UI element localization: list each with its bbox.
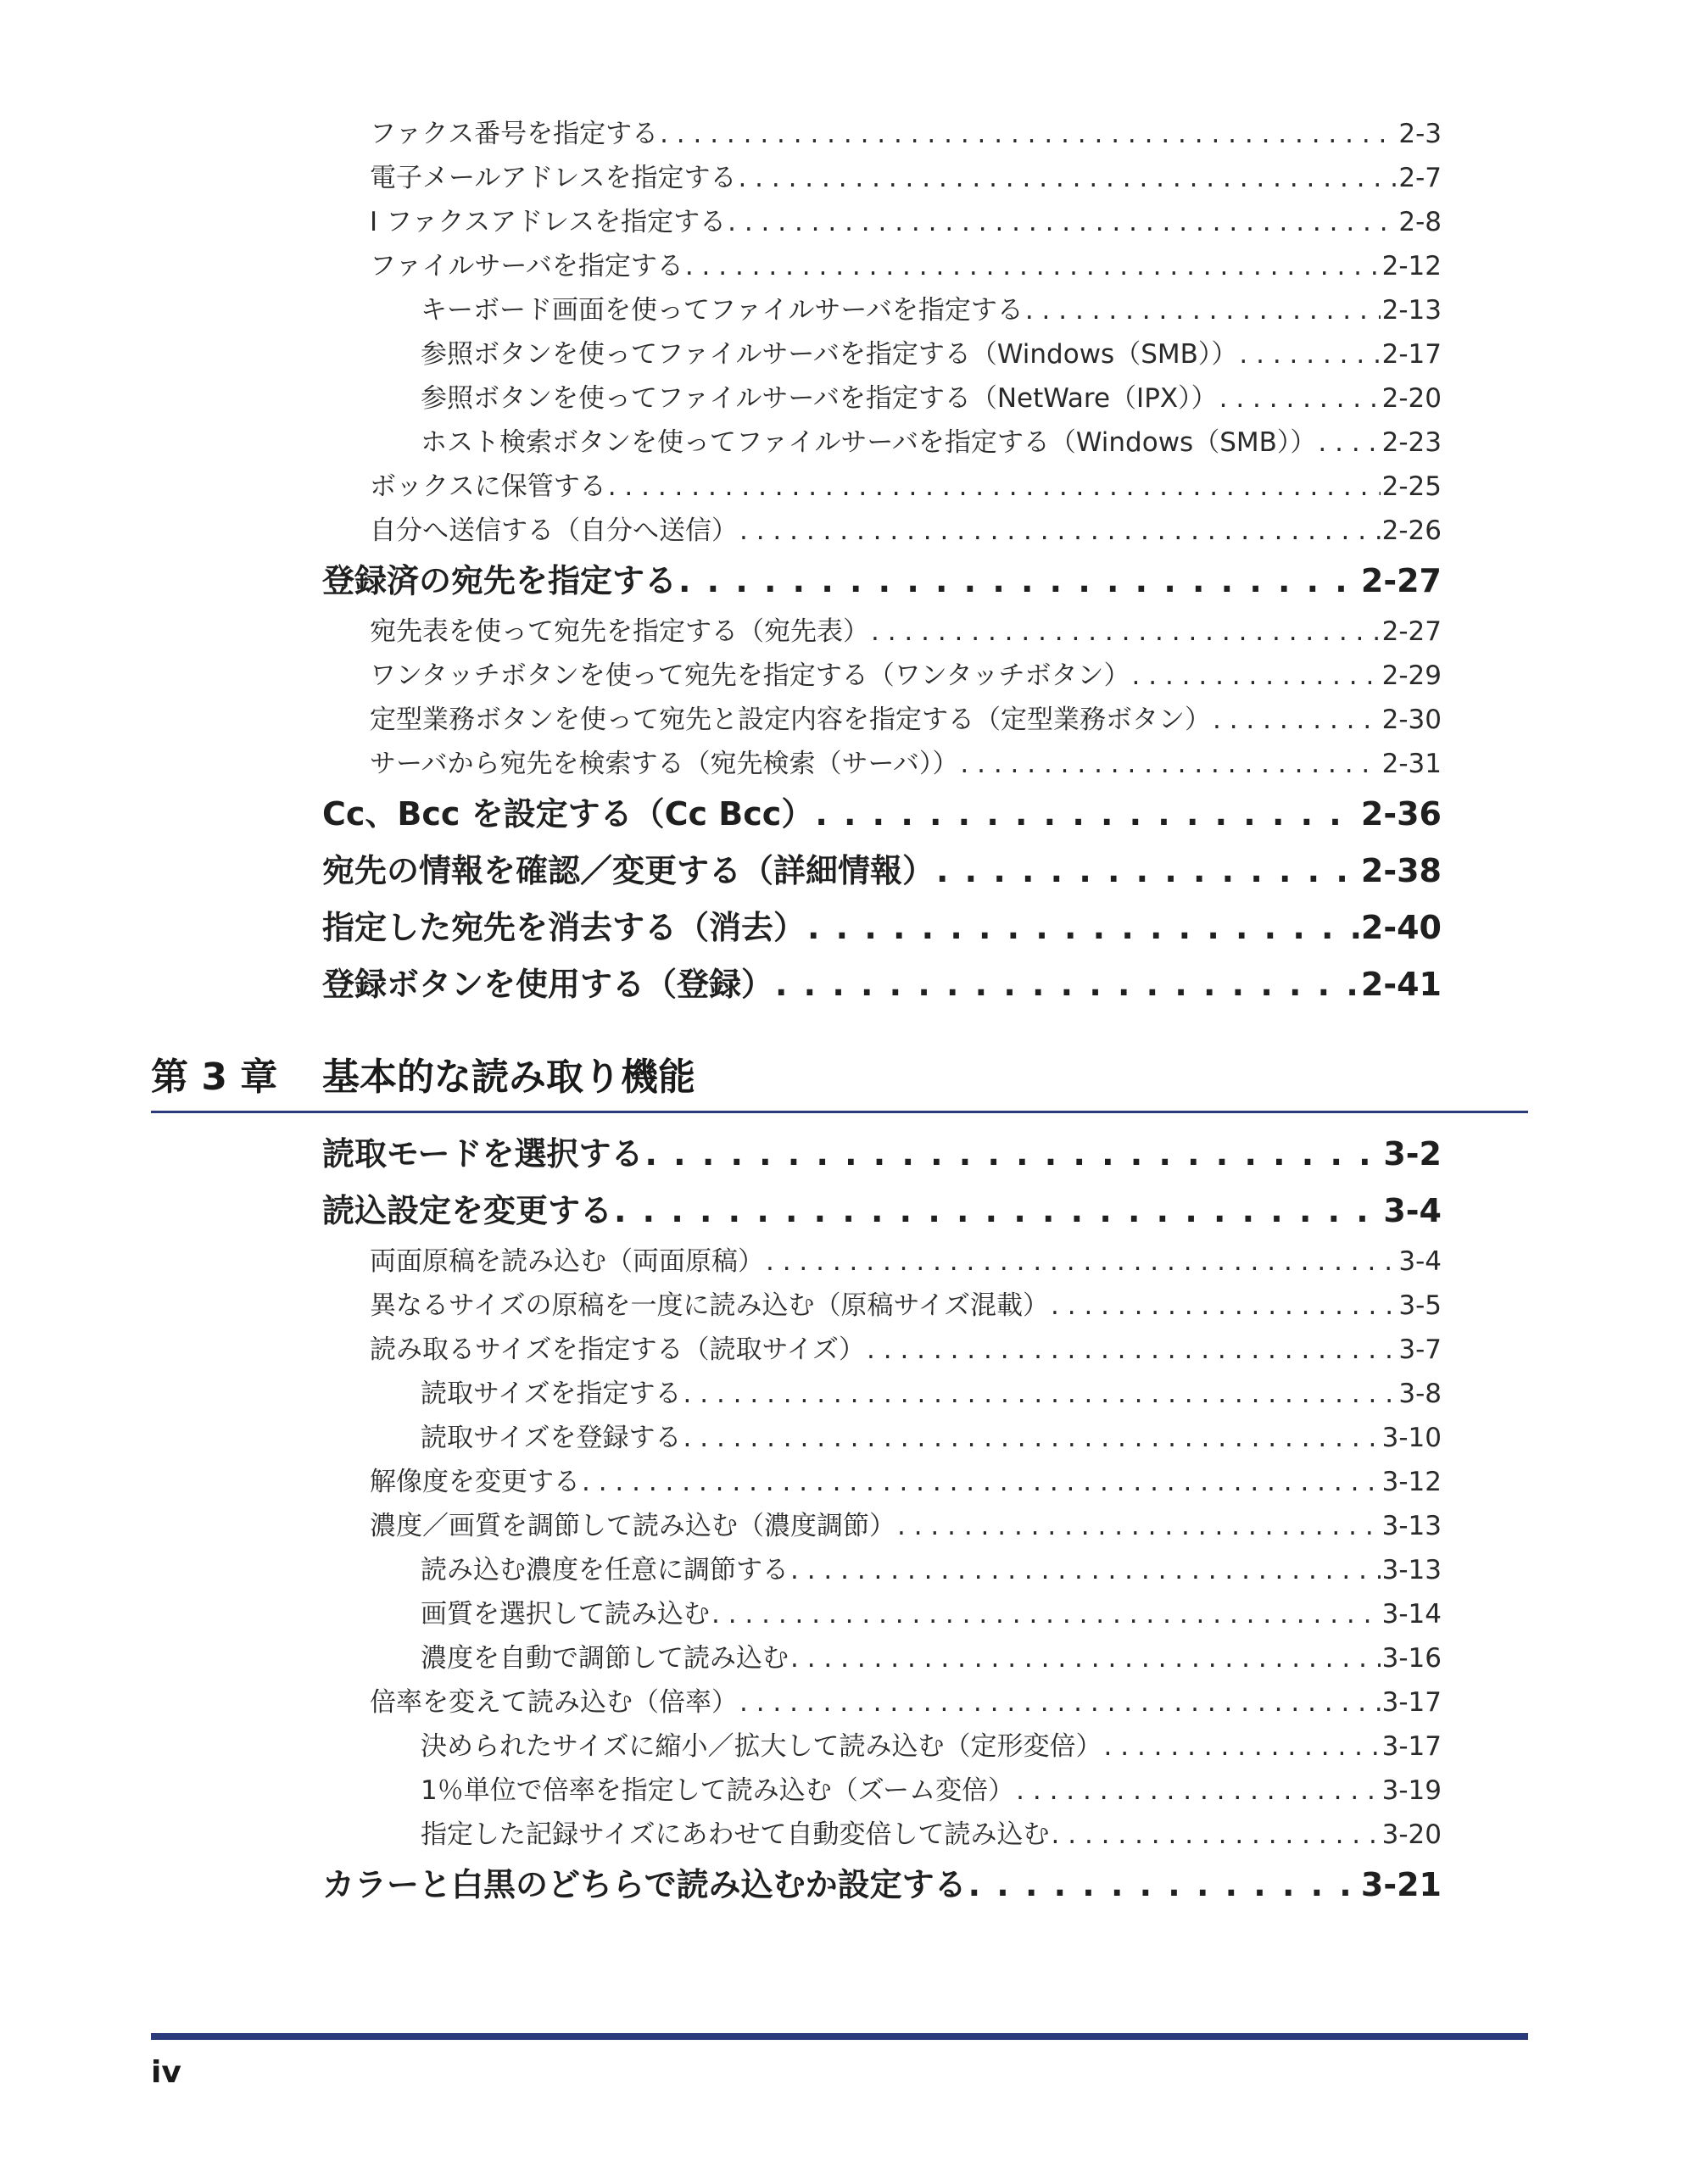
toc-entry-page: 2-3: [1398, 119, 1442, 149]
toc-entry[interactable]: [322, 376, 1442, 421]
toc-entry-page: 2-8: [1398, 207, 1442, 237]
toc-section-chapter-2: [322, 112, 1442, 1013]
toc-entry-title: 宛先表を使って宛先を指定する（宛先表）: [370, 616, 869, 647]
toc-section-entry[interactable]: [322, 900, 1442, 956]
toc-entry-page: 2-30: [1381, 705, 1442, 735]
toc-entry-title: 読み込む濃度を任意に調節する: [421, 1555, 789, 1585]
toc-entry[interactable]: [322, 1680, 1442, 1724]
toc-entry-title: 電子メールアドレスを指定する: [370, 163, 737, 193]
toc-entry-title: 宛先の情報を確認／変更する（詳細情報）: [322, 852, 935, 889]
toc-entry-title: 倍率を変えて読み込む（倍率）: [370, 1687, 738, 1718]
toc-entry-page: 3-20: [1381, 1819, 1442, 1850]
toc-entry-title: 読取モードを選択する: [322, 1135, 644, 1173]
toc-entry-title: ホスト検索ボタンを使ってファイルサーバを指定する（Windows（SMB））: [421, 427, 1317, 458]
chapter-heading: [151, 1048, 1528, 1107]
toc-entry-title: カラーと白黒のどちらで読み込むか設定する: [322, 1866, 967, 1903]
toc-entry[interactable]: [322, 1284, 1442, 1328]
toc-entry[interactable]: [322, 465, 1442, 509]
toc-entry-page: 2-27: [1360, 562, 1442, 599]
toc-entry[interactable]: [322, 1636, 1442, 1680]
dot-leader: [660, 112, 1397, 156]
toc-section-entry[interactable]: [322, 956, 1442, 1013]
toc-entry-title: 1％単位で倍率を指定して読み込む（ズーム変倍）: [421, 1775, 1015, 1806]
toc-entry[interactable]: [322, 1504, 1442, 1548]
toc-section-entry[interactable]: [322, 1857, 1442, 1914]
dot-leader: [775, 956, 1359, 1013]
toc-section-entry[interactable]: [322, 1126, 1442, 1183]
dot-leader: [644, 1126, 1381, 1183]
dot-leader: [1239, 332, 1380, 376]
toc-entry-page: 3-13: [1381, 1511, 1442, 1541]
toc-entry[interactable]: [322, 1813, 1442, 1857]
page-number: iv: [151, 2055, 181, 2090]
toc-entry[interactable]: [322, 1724, 1442, 1769]
dot-leader: [1219, 376, 1381, 421]
toc-entry-title: 画質を選択して読み込む: [421, 1599, 710, 1630]
toc-entry[interactable]: [322, 421, 1442, 465]
dot-leader: [1051, 1284, 1397, 1328]
dot-leader: [685, 244, 1381, 288]
toc-entry-title: 参照ボタンを使ってファイルサーバを指定する（NetWare（IPX））: [421, 383, 1218, 414]
toc-entry[interactable]: [322, 156, 1442, 200]
dot-leader: [683, 1416, 1381, 1460]
toc-entry-page: 3-19: [1381, 1775, 1442, 1806]
toc-entry-title: 読取サイズを登録する: [421, 1423, 682, 1453]
chapter-title: 基本的な読み取り機能: [322, 1056, 695, 1099]
toc-entry[interactable]: [322, 244, 1442, 288]
toc-entry-page: 2-41: [1360, 966, 1442, 1003]
toc-entry-page: 3-10: [1381, 1423, 1442, 1453]
toc-entry-page: 2-12: [1381, 251, 1442, 281]
toc-entry[interactable]: [322, 1372, 1442, 1416]
toc-entry-page: 2-7: [1398, 163, 1442, 193]
dot-leader: [738, 156, 1397, 200]
toc-entry[interactable]: [322, 509, 1442, 553]
dot-leader: [1016, 1769, 1380, 1813]
dot-leader: [1025, 288, 1381, 332]
dot-leader: [739, 1680, 1381, 1724]
toc-entry-title: 解像度を変更する: [370, 1467, 580, 1497]
toc-entry-page: 2-38: [1360, 852, 1442, 889]
toc-entry-page: 2-23: [1381, 427, 1442, 458]
toc-entry-title: サーバから宛先を検索する（宛先検索（サーバ））: [370, 749, 959, 779]
toc-entry[interactable]: [322, 112, 1442, 156]
dot-leader: [790, 1548, 1381, 1592]
dot-leader: [1318, 421, 1380, 465]
toc-entry[interactable]: [322, 742, 1442, 786]
toc-entry-title: 登録ボタンを使用する（登録）: [322, 966, 774, 1003]
toc-entry[interactable]: [322, 654, 1442, 698]
toc-entry-title: 読み取るサイズを指定する（読取サイズ）: [370, 1334, 866, 1365]
toc-entry-title: Cc、Bcc を設定する（Cc Bcc）: [322, 795, 814, 833]
toc-entry-page: 2-13: [1381, 295, 1442, 326]
dot-leader: [614, 1183, 1381, 1240]
toc-entry[interactable]: [322, 1548, 1442, 1592]
toc-entry-page: 3-13: [1381, 1555, 1442, 1585]
toc-entry-page: 2-27: [1381, 616, 1442, 647]
toc-entry-page: 3-17: [1381, 1731, 1442, 1762]
toc-entry-title: ファイルサーバを指定する: [370, 251, 683, 281]
dot-leader: [683, 1372, 1398, 1416]
dot-leader: [1052, 1813, 1381, 1857]
toc-entry-title: 指定した記録サイズにあわせて自動変倍して読み込む: [421, 1819, 1050, 1850]
toc-entry-title: ワンタッチボタンを使って宛先を指定する（ワンタッチボタン）: [370, 660, 1130, 691]
toc-entry-title: 両面原稿を読み込む（両面原稿）: [370, 1246, 764, 1277]
toc-entry[interactable]: [322, 610, 1442, 654]
toc-entry-page: 3-5: [1398, 1290, 1442, 1321]
toc-entry[interactable]: [322, 332, 1442, 376]
toc-entry-title: 濃度／画質を調節して読み込む（濃度調節）: [370, 1511, 895, 1541]
toc-entry-title: 濃度を自動で調節して読み込む: [421, 1643, 789, 1674]
toc-section-chapter-3: [322, 1126, 1442, 1914]
toc-entry-page: 3-14: [1381, 1599, 1442, 1630]
toc-entry[interactable]: [322, 1240, 1442, 1284]
toc-entry[interactable]: [322, 200, 1442, 244]
dot-leader: [1104, 1724, 1381, 1769]
toc-entry-title: 読取サイズを指定する: [421, 1379, 682, 1409]
toc-entry[interactable]: [322, 698, 1442, 742]
dot-leader: [897, 1504, 1381, 1548]
toc-entry-page: 2-29: [1381, 660, 1442, 691]
toc-entry[interactable]: [322, 1460, 1442, 1504]
dot-leader: [936, 843, 1359, 900]
toc-entry-page: 2-25: [1381, 471, 1442, 502]
toc-section-entry[interactable]: [322, 786, 1442, 843]
dot-leader: [608, 465, 1381, 509]
toc-entry-page: 3-12: [1381, 1467, 1442, 1497]
dot-leader: [960, 742, 1380, 786]
toc-entry-page: 3-4: [1383, 1192, 1442, 1229]
toc-entry-title: 決められたサイズに縮小／拡大して読み込む（定形変倍）: [421, 1731, 1102, 1762]
footer-divider: [151, 2033, 1528, 2040]
toc-entry-title: 異なるサイズの原稿を一度に読み込む（原稿サイズ混載）: [370, 1290, 1050, 1321]
dot-leader: [968, 1857, 1359, 1914]
toc-entry-title: 指定した宛先を消去する（消去）: [322, 909, 806, 946]
toc-section-entry[interactable]: [322, 843, 1442, 900]
dot-leader: [815, 786, 1359, 843]
toc-entry-page: 2-20: [1381, 383, 1442, 414]
toc-section-entry[interactable]: [322, 1183, 1442, 1240]
toc-entry-title: I ファクスアドレスを指定する: [370, 207, 727, 237]
toc-entry-page: 2-36: [1360, 795, 1442, 833]
toc-entry-title: 登録済の宛先を指定する: [322, 562, 678, 599]
dot-leader: [728, 200, 1397, 244]
toc-entry[interactable]: [322, 1592, 1442, 1636]
toc-entry-page: 3-16: [1381, 1643, 1442, 1674]
dot-leader: [871, 610, 1381, 654]
dot-leader: [766, 1240, 1397, 1284]
toc-entry[interactable]: [322, 288, 1442, 332]
toc-entry-page: 3-2: [1383, 1135, 1442, 1173]
toc-entry-page: 3-8: [1398, 1379, 1442, 1409]
dot-leader: [711, 1592, 1381, 1636]
dot-leader: [582, 1460, 1381, 1504]
toc-section-entry[interactable]: [322, 553, 1442, 610]
dot-leader: [790, 1636, 1381, 1680]
dot-leader: [678, 553, 1359, 610]
toc-entry-title: 読込設定を変更する: [322, 1192, 613, 1229]
toc-entry-page: 3-21: [1360, 1866, 1442, 1903]
toc-entry[interactable]: [322, 1328, 1442, 1372]
toc-entry-title: ファクス番号を指定する: [370, 119, 659, 149]
toc-entry-page: 3-17: [1381, 1687, 1442, 1718]
toc-entry-page: 3-7: [1398, 1334, 1442, 1365]
toc-entry-page: 2-31: [1381, 749, 1442, 779]
toc-entry-page: 2-40: [1360, 909, 1442, 946]
dot-leader: [739, 509, 1381, 553]
toc-entry-title: 定型業務ボタンを使って宛先と設定内容を指定する（定型業務ボタン）: [370, 705, 1211, 735]
dot-leader: [867, 1328, 1397, 1372]
toc-entry-title: 参照ボタンを使ってファイルサーバを指定する（Windows（SMB））: [421, 339, 1238, 370]
toc-entry-page: 3-4: [1398, 1246, 1442, 1277]
dot-leader: [1213, 698, 1381, 742]
toc-entry[interactable]: [322, 1416, 1442, 1460]
toc-entry[interactable]: [322, 1769, 1442, 1813]
dot-leader: [1132, 654, 1381, 698]
toc-entry-title: ボックスに保管する: [370, 471, 606, 502]
toc-entry-page: 2-26: [1381, 515, 1442, 546]
chapter-number: 第 3 章: [151, 1056, 278, 1099]
toc-entry-title: キーボード画面を使ってファイルサーバを指定する: [421, 295, 1024, 326]
dot-leader: [807, 900, 1359, 956]
toc-entry-title: 自分へ送信する（自分へ送信）: [370, 515, 738, 546]
toc-entry-page: 2-17: [1381, 339, 1442, 370]
chapter-divider: [151, 1111, 1528, 1113]
